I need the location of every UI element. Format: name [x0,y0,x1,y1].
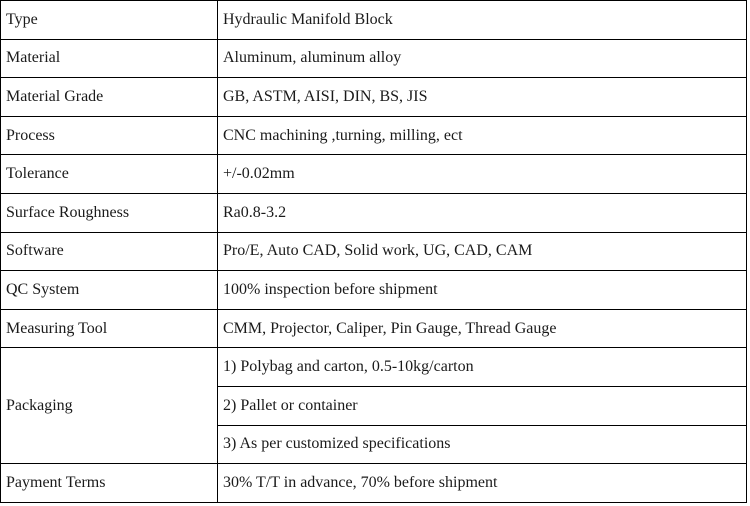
table-row-qc-system [1,271,747,310]
row-value-software: Pro/E, Auto CAD, Solid work, UG, CAD, CAM [218,232,747,271]
row-value-surface-roughness: Ra0.8-3.2 [218,193,747,232]
table-row-type [1,1,747,40]
row-value-material: Aluminum, aluminum alloy [218,39,747,78]
row-label-process: Process [1,116,218,155]
table-row-surface-roughness [1,193,747,232]
row-value-qc-system: 100% inspection before shipment [218,271,747,310]
table-row-payment-terms [1,464,747,503]
row-value-packaging-2: 2) Pallet or container [218,386,747,425]
row-value-type: Hydraulic Manifold Block [218,1,747,40]
table-row-material [1,39,747,78]
row-label-software: Software [1,232,218,271]
row-label-measuring-tool: Measuring Tool [1,309,218,348]
row-label-material-grade: Material Grade [1,78,218,117]
table-row-measuring-tool [1,309,747,348]
row-value-measuring-tool: CMM, Projector, Caliper, Pin Gauge, Thread Gauge [218,309,747,348]
row-value-payment-terms: 30% T/T in advance, 70% before shipment [218,464,747,503]
row-label-payment-terms: Payment Terms [1,464,218,503]
table-row-software [1,232,747,271]
row-label-material: Material [1,39,218,78]
row-label-tolerance: Tolerance [1,155,218,194]
table-row-tolerance [1,155,747,194]
row-value-process: CNC machining ,turning, milling, ect [218,116,747,155]
row-value-material-grade: GB, ASTM, AISI, DIN, BS, JIS [218,78,747,117]
row-label-type: Type [1,1,218,40]
row-value-packaging-3: 3) As per customized specifications [218,425,747,464]
row-label-packaging: Packaging [1,348,218,464]
table-row-process [1,116,747,155]
table-row-packaging [1,348,747,387]
row-label-surface-roughness: Surface Roughness [1,193,218,232]
row-value-packaging-1: 1) Polybag and carton, 0.5-10kg/carton [218,348,747,387]
row-label-qc-system: QC System [1,271,218,310]
table-row-material-grade [1,78,747,117]
row-value-tolerance: +/-0.02mm [218,155,747,194]
